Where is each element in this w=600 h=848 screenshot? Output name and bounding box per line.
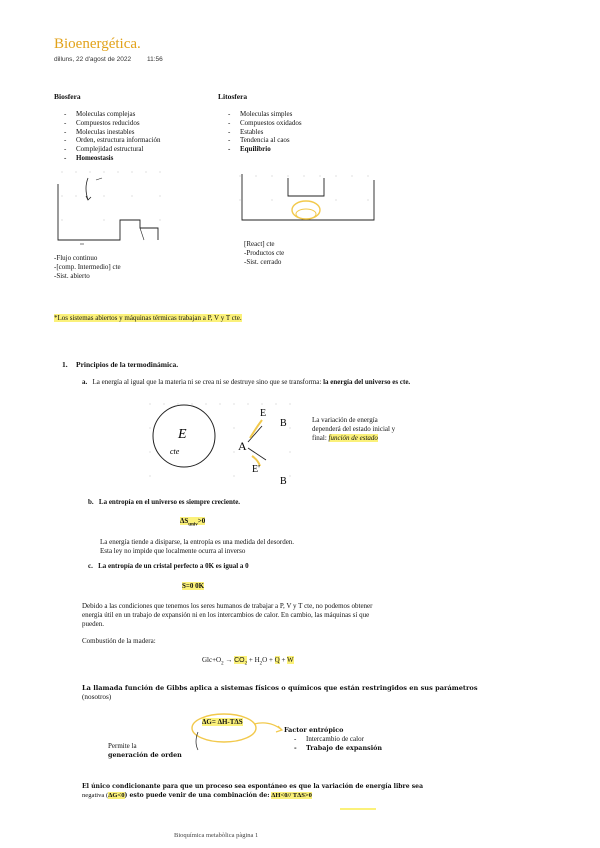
list-item: - Tendencia al caos: [226, 136, 302, 145]
formula-b-rest: >0: [197, 517, 206, 525]
list-item: - Estables: [226, 128, 302, 137]
diagram-note-italic: función de estado: [328, 434, 378, 442]
highlight-note-text: *Los sistemas abiertos y máquinas térmicas trabajan a P, V y T cte.: [54, 314, 242, 322]
reaction-left-sub: 2: [221, 661, 224, 667]
list-item-bold: - Trabajo de expansión: [292, 744, 382, 753]
item-b-letter: b.: [88, 498, 94, 506]
gibbs-left-line: Permite la: [108, 742, 137, 750]
item-a-text: La energía al igual que la materia ni se crea ni se destruye sino que se transforma:: [92, 378, 322, 386]
formula-b-sub: univ: [188, 522, 198, 528]
gibbs-left-note: [108, 742, 182, 760]
litosfera-sketch: [232, 170, 378, 236]
section-number: 1.: [62, 360, 68, 369]
reaction-h2o-b: O: [262, 656, 268, 664]
litosfera-heading: Litosfera: [218, 92, 248, 101]
formula-b: [180, 517, 205, 529]
hand-B-upper: B: [280, 418, 287, 429]
condition-hl2: ΔH<0// TΔS>0: [271, 792, 312, 799]
gibbs-sketch: [190, 708, 292, 754]
litosfera-notes: [244, 240, 284, 267]
formula-b-main: ΔS: [180, 517, 189, 525]
reaction-arrow: →: [225, 656, 233, 664]
hand-A: A: [238, 439, 247, 453]
formula-c: [182, 582, 204, 591]
reaction-plus: +: [268, 656, 273, 664]
body-line: Debido a las condiciones que tenemos los seres humanos de trabajar a P, V y T cte, no podemos obtener: [82, 602, 373, 610]
combustion-label: Combustión de la madera:: [82, 637, 156, 645]
condition-line1: El único condicionante para que un proceso sea espontáneo es que la variación de energía libre sea: [82, 783, 424, 790]
hand-E-upper: E: [260, 408, 267, 419]
gibbs-line2: (nosotros): [82, 693, 112, 701]
reaction-co2: [234, 656, 248, 667]
reaction-plus: +: [281, 656, 286, 664]
reaction-co2-sub: 2: [244, 661, 248, 667]
highlight-stroke: [340, 808, 376, 810]
formula-c-text: S=0 0K: [182, 582, 205, 590]
item-b-title: La entropía en el universo es siempre creciente.: [98, 498, 241, 506]
condition-line2-b: ) esto puede venir de una combinación de:: [124, 792, 270, 799]
list-item: - Moleculas inestables: [62, 128, 161, 137]
item-c: [88, 562, 249, 571]
reaction-co2-text: CO: [234, 657, 245, 664]
list-item: - Moleculas complejas: [62, 110, 161, 119]
list-item: - Compuestos reducidos: [62, 119, 161, 128]
note-line: -Sist. abierto: [54, 272, 90, 280]
diagram-note: [312, 416, 395, 443]
body-line: energía útil en un trabajo de expansión ni en los intercambios de calor. En cambio, las máquinas sí que: [82, 611, 370, 619]
reaction-h2o-sub: 2: [259, 661, 263, 667]
item-c-body: [82, 602, 373, 629]
list-item: - Orden, estructura información: [62, 136, 161, 145]
list-item-bold: - Equilibrio: [226, 145, 302, 154]
reaction-h2o-a: H: [254, 656, 260, 664]
gibbs-right-note: [284, 726, 382, 753]
item-a-letter: a.: [82, 378, 88, 386]
note-line: -Sist. cerrado: [244, 258, 282, 266]
condition-line2-a: negativa (: [82, 792, 109, 799]
diagram-note-line-final: [312, 434, 395, 443]
note-line: -[comp. Intermedio] cte: [54, 263, 121, 271]
hand-B-lower: B: [280, 476, 287, 487]
page-title: Bioenergética.: [54, 36, 141, 52]
reaction-q: Q: [274, 656, 280, 664]
reaction-left: Glc+O: [202, 656, 222, 664]
item-c-letter: c.: [88, 562, 93, 570]
highlight-note: [54, 314, 242, 323]
condition-line2: [82, 791, 423, 800]
page-footer: Bioquímica metabòlica pàgina 1: [174, 832, 259, 839]
list-item-bold: - Homeostasis: [62, 154, 161, 163]
note-line: -Flujo continuo: [54, 254, 98, 262]
note-line: [React] cte: [244, 240, 275, 248]
biosfera-heading: Biosfera: [54, 92, 81, 101]
gibbs-formula-text: ΔG= ΔH-TΔS: [202, 718, 243, 726]
list-item: - Moleculas simples: [226, 110, 302, 119]
hand-cte: cte: [170, 447, 180, 456]
item-b: [88, 498, 240, 507]
gibbs-right-title: Factor entrópico: [284, 726, 344, 734]
time-text: 11:56: [146, 56, 163, 63]
condition-text: [82, 782, 423, 800]
diagram-note-line: La variación de energía: [312, 416, 378, 424]
item-a-bold: la energía del universo es cte.: [323, 378, 411, 386]
item-a: [82, 378, 410, 387]
list-item: - Intercambio de calor: [292, 735, 382, 744]
gibbs-left-bold: generación de orden: [108, 751, 182, 759]
biosfera-list: [62, 110, 161, 163]
gibbs-right-list: [292, 735, 382, 753]
diagram-note-final: final:: [312, 434, 327, 442]
list-item: - Complejidad estructural: [62, 145, 161, 154]
reaction: [202, 656, 294, 668]
hand-E: E: [178, 427, 187, 442]
condition-hl1: ΔG<0: [108, 792, 125, 799]
energy-diagram: [144, 398, 304, 490]
reaction-plus: +: [248, 656, 253, 664]
item-b-body: [100, 538, 294, 556]
formula-b-highlight: [180, 517, 206, 528]
gibbs-text: [82, 684, 478, 702]
page-date: [54, 56, 177, 63]
reaction-w: W: [287, 656, 294, 664]
biosfera-sketch: [56, 166, 170, 252]
hand-E-prime: E': [252, 464, 260, 475]
body-line: La energía tiende a disiparse, la entropía es una medida del desorden.: [100, 538, 295, 546]
body-line: Esta ley no impide que localmente ocurra al inverso: [100, 547, 246, 555]
gibbs-line1: La llamada función de Gibbs aplica a sistemas físicos o químicos que están restringidos en sus parámetros: [82, 684, 478, 692]
note-line: -Productos cte: [244, 249, 285, 257]
gibbs-formula: [202, 718, 243, 727]
date-text: dilluns, 22 d'agost de 2022: [54, 56, 132, 63]
item-c-title: La entropía de un cristal perfecto a 0K es igual a 0: [98, 562, 249, 570]
section-title: Principios de la termodinámica.: [76, 360, 179, 369]
diagram-note-line: dependerá del estado inicial y: [312, 425, 396, 433]
biosfera-notes: [54, 254, 121, 281]
list-item: - Compuestos oxidados: [226, 119, 302, 128]
litosfera-list: [226, 110, 302, 154]
body-line: pueden.: [82, 620, 104, 628]
